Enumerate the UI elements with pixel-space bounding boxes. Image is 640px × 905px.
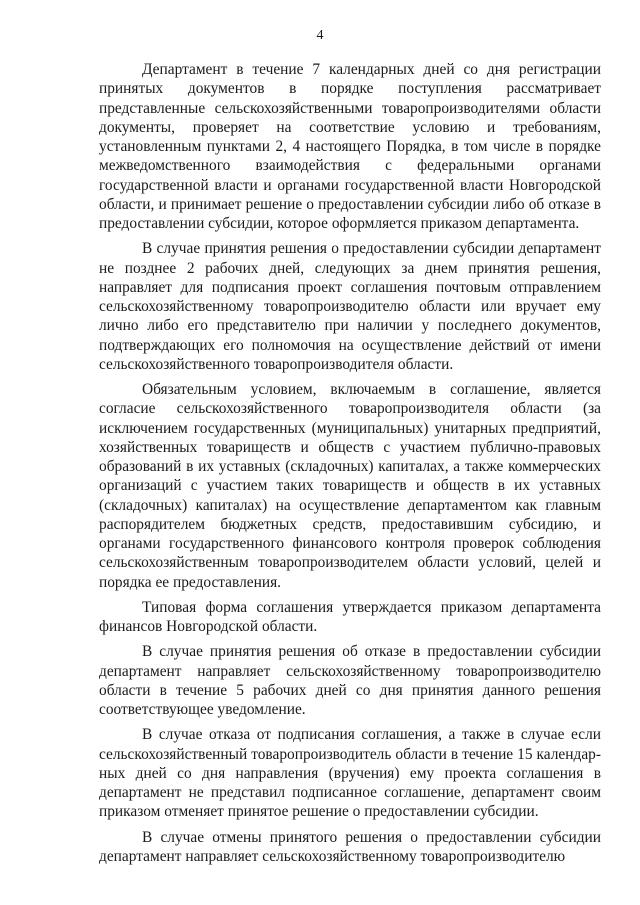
paragraph: В случае отмены принятого решения о предоставлении субсидии департамент направляет сельскохозяйственному товаропроизводителю <box>99 828 601 865</box>
paragraph: Департамент в течение 7 календарных дней со дня регистрации принятых документов в порядке поступления рассматривает представленные сельскохозяйственными товаропроизводителями области документы, проверяет на соответствие условию и требованиям, установленным пунктами 2, 4 настоящего Порядка, в том числе в порядке межведомственного взаимодействия с федеральными органами государственной власти и органами государственной власти Новгородской области, и принимает решение о предоставлении субсидии либо об отказе в предоставлении субсидии, которое оформляется приказом департамента. <box>99 61 601 232</box>
page-number: 4 <box>316 28 324 43</box>
paragraph: Обязательным условием, включаемым в соглашение, является согласие сельскохозяйственного товаропроизводителя области (за исключением государственных (муниципальных) унитарных предприятий, хозяйственных товариществ и обществ с участием публично-правовых образований в их уставных (складочных) капиталах, а также коммерческих организаций с участием таких товариществ и обществ в их уставных (складочных) капиталах) на осуществление департаментом как главным распорядителем бюджетных средств, предоставившим субсидию, и органами государственного финансового контроля проверок соблюдения сельскохозяйственным товаропроизводителем области условий, целей и порядка ее предоставления. <box>99 381 601 591</box>
paragraph: Типовая форма соглашения утверждается приказом департамента финансов Новгородской области. <box>99 598 601 635</box>
document-body <box>99 60 601 872</box>
paragraph: В случае принятия решения о предоставлении субсидии департамент не позднее 2 рабочих дней, следующих за днем принятия решения, направляет для подписания проект соглашения почтовым отправлением сельскохозяйственному товаропроизводителю области или вручает ему лично либо его представителю при наличии у последнего документов, подтверждающих его полномочия на осуществление действий от имени сельскохозяйственного товаропроизводителя области. <box>99 240 601 373</box>
paragraph: В случае принятия решения об отказе в предоставлении субсидии департамент направляет сельскохозяйственному товаропроизводителю области в течение 5 рабочих дней со дня принятия данного решения соответствующее уведомление. <box>99 643 601 718</box>
paragraph: В случае отказа от подписания соглашения, а также в случае если сельскохозяйственный товаропроизводитель области в течение 15 календарных дней со дня направления (вручения) ему проекта соглашения в департамент не представил подписанное соглашение, департамент своим приказом отменяет принятое решение о предоставлении субсидии. <box>99 726 601 821</box>
